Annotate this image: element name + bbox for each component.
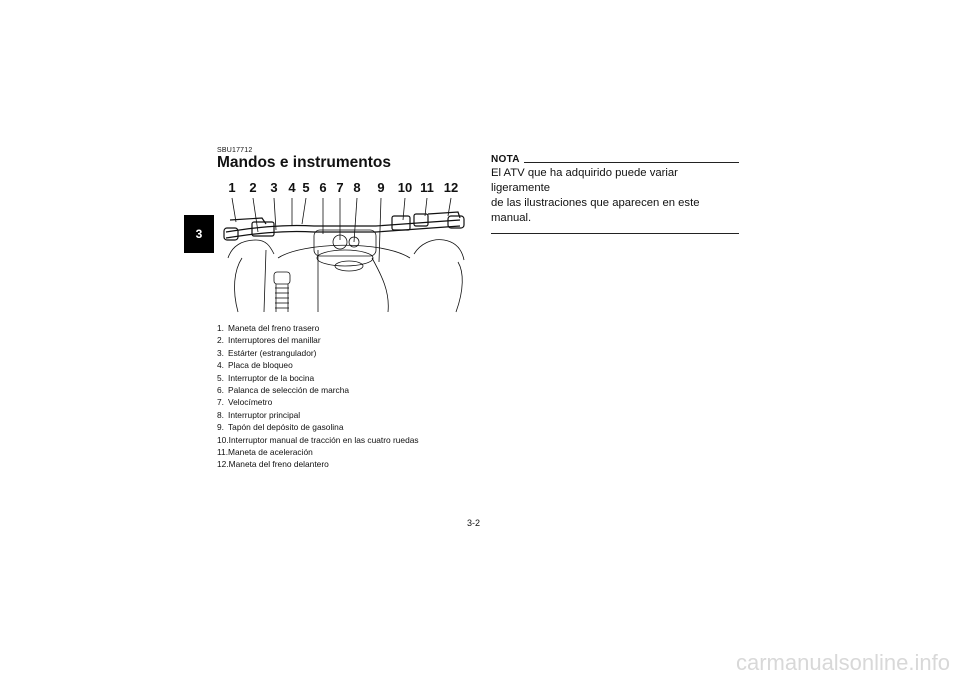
leader-line-12 [448,198,451,216]
legend-item: 12.Maneta del freno delantero [217,459,329,470]
legend-item: 2. Interruptores del manillar [217,335,321,346]
leader-line-9 [379,198,381,262]
note-top-rule [524,162,739,163]
leader-line-1 [232,198,236,222]
leader-line-8 [354,198,357,242]
legend-item: 4. Placa de bloqueo [217,360,293,371]
throttle-housing [414,214,428,226]
page-title: Mandos e instrumentos [217,154,391,171]
note-text [491,166,739,226]
right-fender-edge [456,262,462,312]
legend-item: 9. Tapón del depósito de gasolina [217,422,344,433]
legend-item: 6. Palanca de selección de marcha [217,384,350,395]
note-label: NOTA [491,154,520,165]
page-number: 3-2 [467,518,481,528]
watermark: carmanualsonline.info [735,650,950,675]
callout-5: 5 [302,180,310,195]
section-code: SBU17712 [217,147,253,154]
legend-item: 3. Estárter (estrangulador) [217,347,317,358]
callout-4: 4 [288,180,296,195]
leader-line-5 [302,198,306,224]
leader-line-2 [253,198,258,232]
callout-11: 11 [420,180,434,195]
callout-9: 9 [377,180,385,195]
note-line-1: El ATV que ha adquirido puede variar ligeramente [491,167,678,194]
leader-line-11 [425,198,427,216]
legend-item: 10.Interruptor manual de tracción en las cuatro ruedas [217,434,419,445]
legend-item: 7. Velocímetro [217,397,273,408]
shift-panel-edges [264,250,318,312]
front-brake-lever [428,212,460,218]
leader-line-10 [403,198,405,220]
callout-12: 12 [443,180,459,195]
callout-10: 10 [397,180,413,195]
chapter-tab: 3 [184,215,214,253]
legend-item: 5. Interruptor de la bocina [217,372,315,383]
callout-8: 8 [353,180,361,195]
left-fender [228,240,274,258]
callout-6: 6 [319,180,327,195]
instrument-base [317,250,373,266]
left-fender-edge [235,258,242,312]
legend-item: 1. Maneta del freno trasero [217,323,320,333]
note-line-2: de las ilustraciones que aparecen en este manual. [491,197,700,224]
tank-side-line [372,258,388,312]
4wd-switch-pod [392,216,410,230]
callout-7: 7 [336,180,344,195]
note-header [491,154,739,165]
handlebar-illustration [222,180,467,315]
legend-item: 8. Interruptor principal [217,409,301,420]
note-bottom-rule [491,233,739,234]
component-legend [217,322,419,471]
right-fender [414,240,464,260]
callout-3: 3 [270,180,278,195]
note-box [491,154,739,234]
callout-1: 1 [228,180,236,195]
legend-item: 11.Maneta de aceleración [217,446,313,457]
gear-lever-knob [274,272,290,284]
callout-2: 2 [249,180,257,195]
